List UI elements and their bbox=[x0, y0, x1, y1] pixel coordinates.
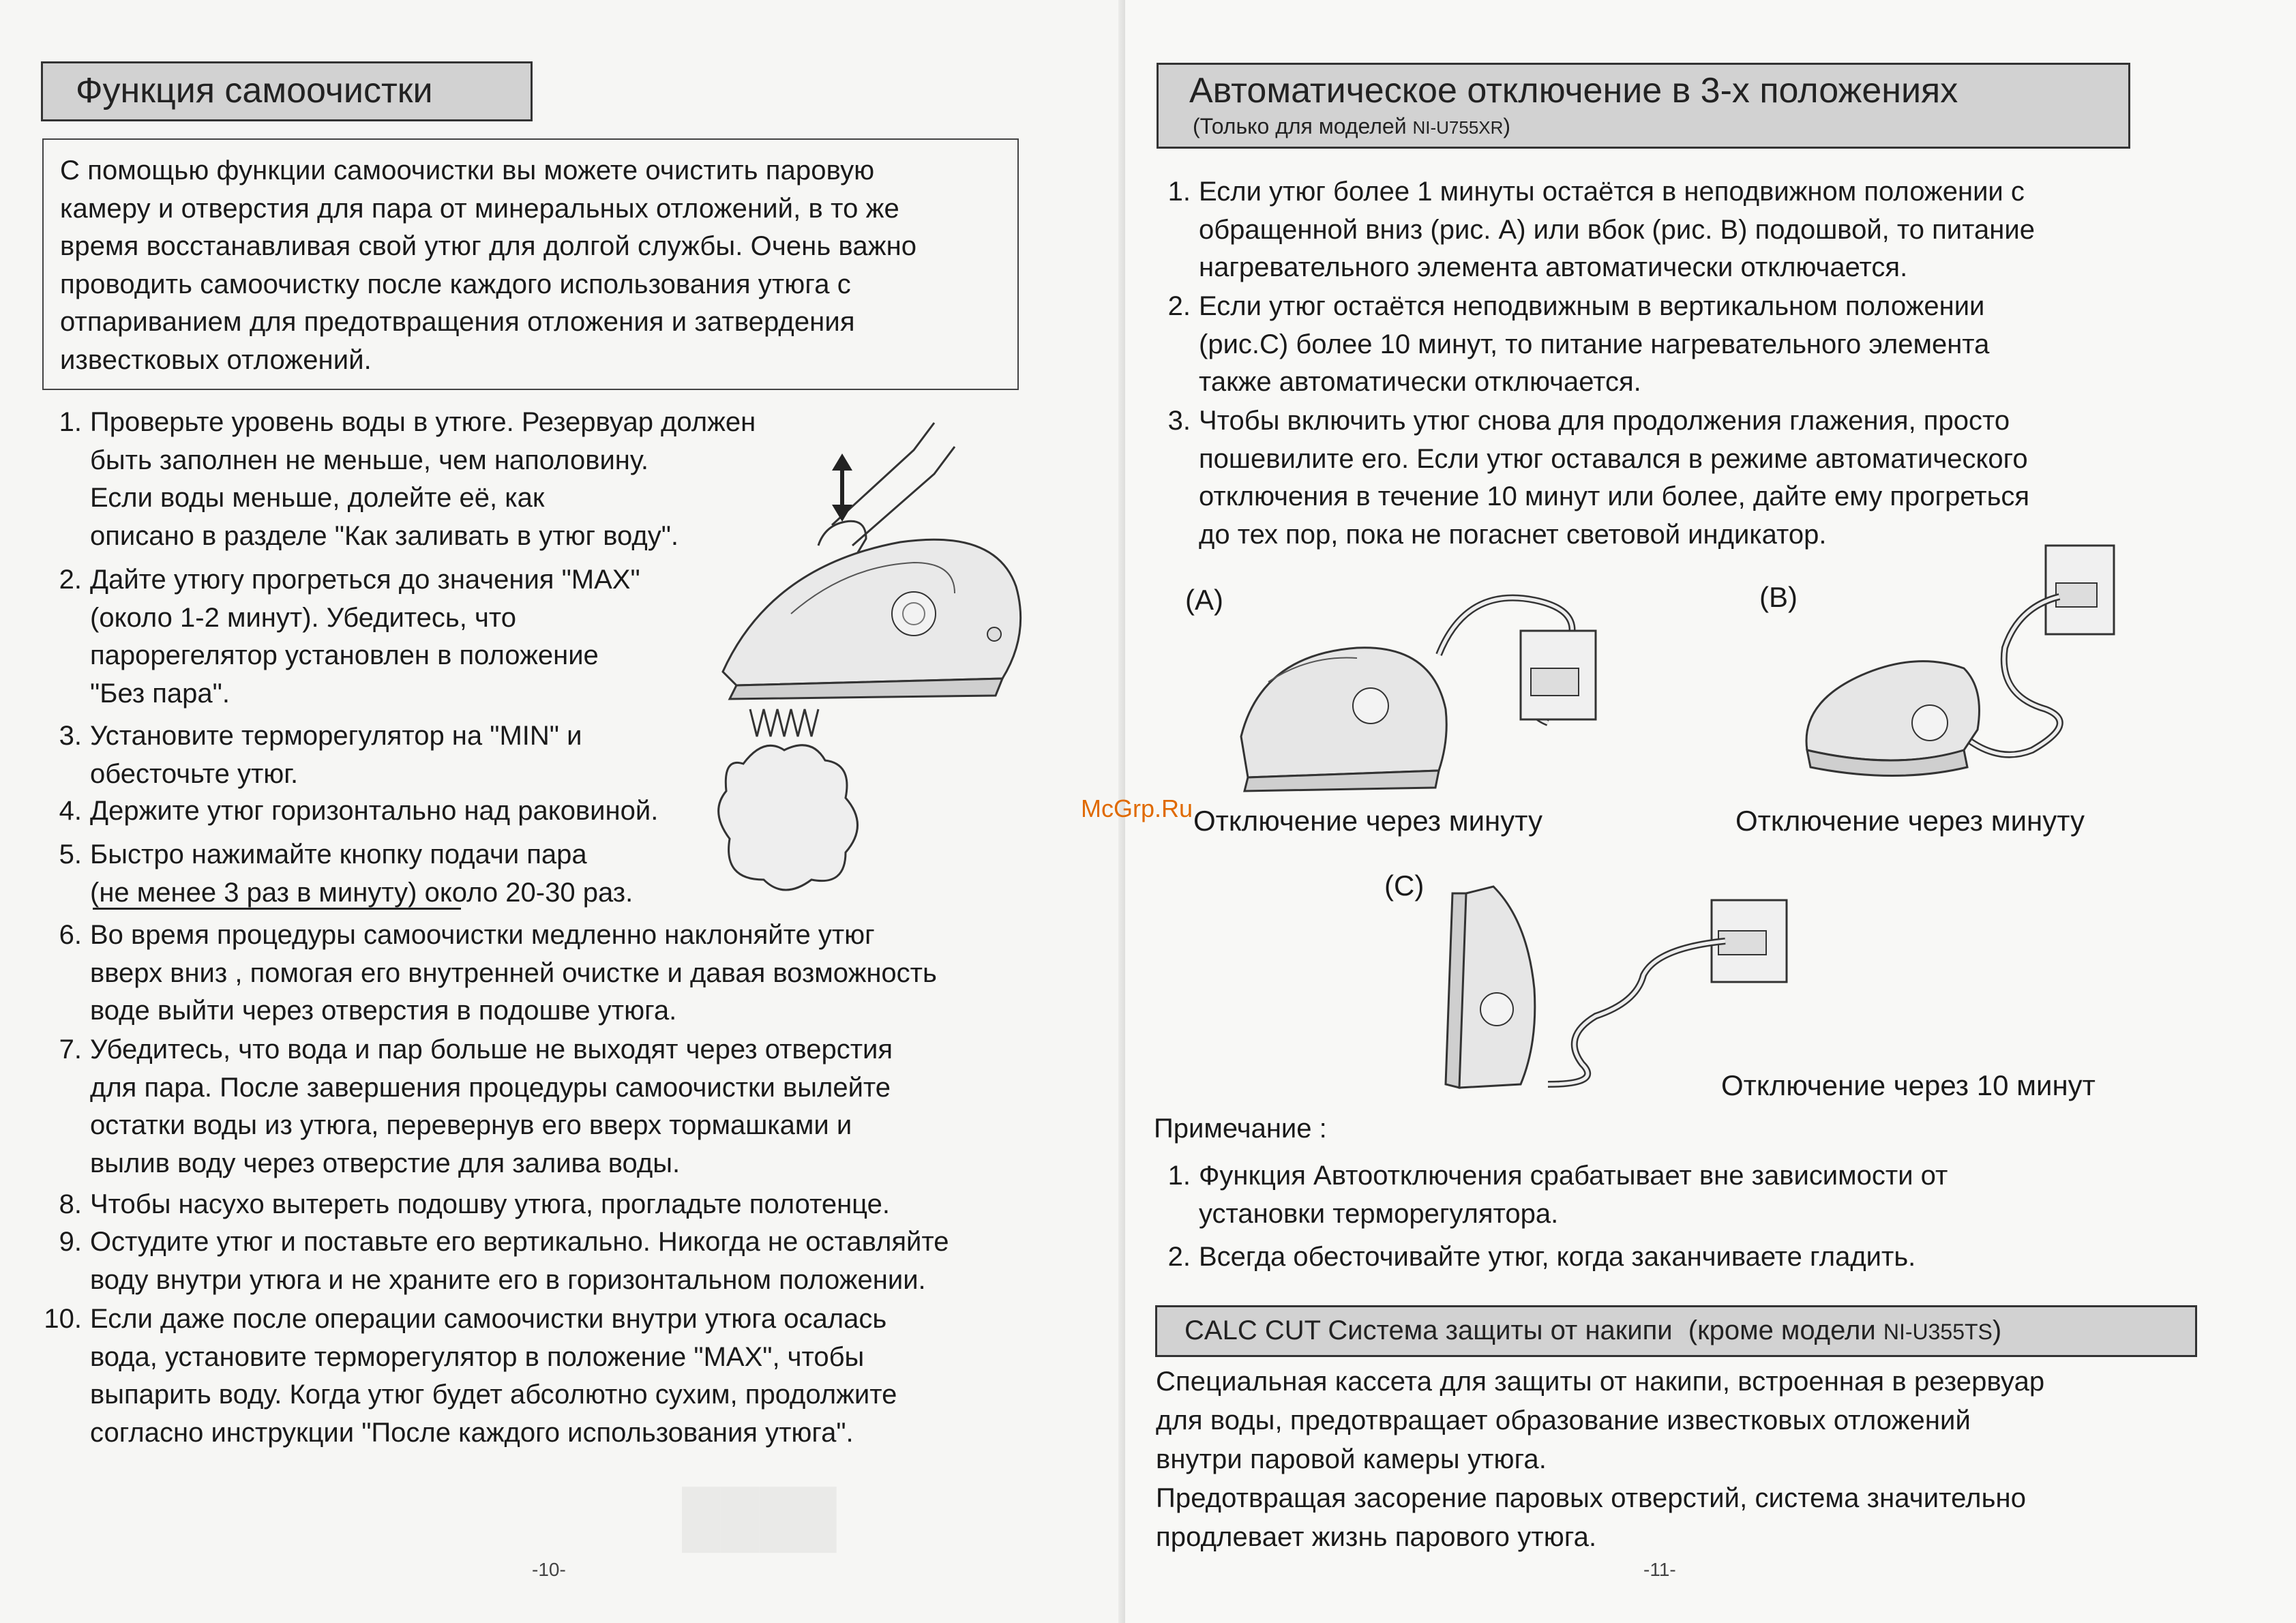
left-page-number: -10- bbox=[532, 1559, 566, 1580]
step-line: Быстро нажимайте кнопку подачи пара bbox=[90, 839, 587, 869]
step-line: для пара. После завершения процедуры самоочистки вылейте bbox=[90, 1072, 891, 1103]
subtitle-model: NI-U755XR bbox=[1412, 117, 1504, 138]
intro-text bbox=[60, 152, 916, 379]
bleed-through-texture: ████ bbox=[682, 1487, 837, 1548]
step-line: согласно инструкции "После каждого использования утюга". bbox=[90, 1417, 854, 1448]
step-line: Если утюг более 1 минуты остаётся в неподвижном положении с bbox=[1199, 177, 2025, 207]
step-line: обесточьте утюг. bbox=[90, 758, 299, 789]
figure-c-caption: Отключение через 10 минут bbox=[1721, 1069, 2096, 1101]
note-line: Функция Автоотключения срабатывает вне зависимости от bbox=[1199, 1161, 1948, 1191]
left-section-title bbox=[41, 61, 533, 121]
figure-a-label: (A) bbox=[1185, 584, 1223, 616]
intro-line: время восстанавливая свой утюг для долгой службы. Очень важно bbox=[60, 231, 917, 261]
step-line: Если даже после операции самоочистки внутри утюга осалась bbox=[90, 1304, 887, 1334]
intro-line: известковых отложений. bbox=[60, 344, 372, 375]
step-line: (рис.С) более 10 минут, то питание нагревательного элемента bbox=[1199, 329, 1990, 359]
calc-cut-title-text bbox=[1184, 1315, 2001, 1346]
step-line: быть заполнен не меньше, чем наполовину. bbox=[90, 445, 649, 475]
underline bbox=[93, 908, 461, 910]
step-line: нагревательного элемента автоматически отключается. bbox=[1199, 252, 1908, 282]
calc-title-model: NI-U355TS bbox=[1883, 1320, 1993, 1344]
calc-title-main: CALC CUT Система защиты от накипи bbox=[1184, 1315, 1673, 1345]
figure-b-caption: Отключение через минуту bbox=[1735, 805, 2085, 837]
step-line: вода, установите терморегулятор в положение "MAX", чтобы bbox=[90, 1341, 865, 1372]
figure-a-caption: Отключение через минуту bbox=[1193, 805, 1542, 837]
step-line: Держите утюг горизонтально над раковиной. bbox=[90, 796, 659, 826]
step-number: 8. bbox=[59, 1189, 82, 1219]
step-number: 9. bbox=[59, 1227, 82, 1257]
step-line: парорегелятор установлен в положение bbox=[90, 640, 599, 670]
step-line: остатки воды из утюга, перевернув его вверх тормашками и bbox=[90, 1110, 852, 1140]
right-page bbox=[1125, 0, 2296, 1623]
right-subtitle bbox=[1193, 114, 1510, 139]
self-clean-iron-illustration bbox=[709, 409, 1064, 900]
note-title: Примечание : bbox=[1154, 1114, 1327, 1144]
step-line: вылив воду через отверстие для залива воды. bbox=[90, 1148, 681, 1178]
step-line: Чтобы насухо вытереть подошву утюга, прогладьте полотенце. bbox=[90, 1189, 890, 1219]
step-line: Установите терморегулятор на "MIN" и bbox=[90, 721, 582, 751]
subtitle-prefix: (Только для моделей bbox=[1193, 114, 1413, 138]
right-page-number: -11- bbox=[1643, 1559, 1676, 1580]
calc-line: для воды, предотвращает образование известковых отложений bbox=[1156, 1405, 1971, 1435]
figure-c-iron-illustration bbox=[1439, 880, 1862, 1098]
step-number: 6. bbox=[59, 920, 82, 950]
step-number: 3. bbox=[59, 721, 82, 751]
calc-cut-title bbox=[1155, 1305, 2197, 1357]
step-line: обращенной вниз (рис. A) или вбок (рис. B) подошвой, то питание bbox=[1199, 214, 2035, 245]
calc-line: продлевает жизнь парового утюга. bbox=[1156, 1522, 1597, 1552]
step-line: выпарить воду. Когда утюг будет абсолютно сухим, продолжите bbox=[90, 1380, 897, 1410]
step-number: 5. bbox=[59, 839, 82, 869]
subtitle-suffix: ) bbox=[1503, 114, 1511, 138]
step-line: Если утюг остаётся неподвижным в вертикальном положении bbox=[1199, 291, 1985, 321]
step-line: также автоматически отключается. bbox=[1199, 367, 1641, 397]
step-line: Проверьте уровень воды в утюге. Резервуар должен bbox=[90, 407, 756, 437]
intro-line: проводить самоочистку после каждого использования утюга с bbox=[60, 269, 851, 299]
step-number: 2. bbox=[1167, 291, 1191, 321]
figure-a-iron-illustration bbox=[1221, 573, 1602, 805]
calc-cut-text bbox=[1156, 1363, 2044, 1557]
step-line: Остудите утюг и поставьте его вертикально. Никогда не оставляйте bbox=[90, 1227, 949, 1257]
right-title-text: Автоматическое отключение в 3-х положениях bbox=[1189, 71, 1958, 110]
step-number: 1. bbox=[1167, 177, 1191, 207]
figure-c-label: (C) bbox=[1384, 869, 1425, 902]
note-line: установки терморегулятора. bbox=[1199, 1198, 1559, 1229]
step-line: Убедитесь, что вода и пар больше не выходят через отверстия bbox=[90, 1034, 893, 1064]
left-page bbox=[0, 0, 1125, 1623]
step-number: 10. bbox=[44, 1304, 82, 1334]
step-number: 2. bbox=[59, 565, 82, 595]
left-title-text: Функция самоочистки bbox=[76, 71, 433, 110]
figure-b-iron-illustration bbox=[1759, 532, 2141, 805]
step-line: до тех пор, пока не погаснет световой индикатор. bbox=[1199, 519, 1827, 550]
step-number: 1. bbox=[59, 407, 82, 437]
step-line: (не менее 3 раз в минуту) около 20-30 раз. bbox=[90, 877, 633, 908]
intro-line: камеру и отверстия для пара от минеральных отложений, в то же bbox=[60, 193, 899, 224]
calc-line: Специальная кассета для защиты от накипи, встроенная в резервуар bbox=[1156, 1367, 2045, 1397]
calc-line: внутри паровой камеры утюга. bbox=[1156, 1444, 1547, 1474]
calc-line: Предотвращая засорение паровых отверстий, система значительно bbox=[1156, 1483, 2027, 1513]
step-number: 7. bbox=[59, 1034, 82, 1064]
figure-b-label: (B) bbox=[1759, 581, 1798, 613]
note-number: 1. bbox=[1167, 1161, 1191, 1191]
right-section-title bbox=[1157, 63, 2130, 149]
step-line: Во время процедуры самоочистки медленно наклоняйте утюг bbox=[90, 920, 875, 950]
note-line: Всегда обесточивайте утюг, когда заканчиваете гладить. bbox=[1199, 1242, 1916, 1272]
intro-line: отпариванием для предотвращения отложения и затвердения bbox=[60, 307, 855, 337]
step-line: Если воды меньше, долейте её, как bbox=[90, 483, 545, 513]
step-number: 4. bbox=[59, 796, 82, 826]
watermark: McGrp.Ru bbox=[1081, 794, 1193, 822]
step-line: "Без пара". bbox=[90, 678, 230, 709]
step-line: описано в разделе "Как заливать в утюг воду". bbox=[90, 520, 679, 551]
calc-title-suffix-suffix: ) bbox=[1992, 1315, 2002, 1345]
step-line: воду внутри утюга и не храните его в горизонтальном положении. bbox=[90, 1264, 926, 1295]
step-line: Чтобы включить утюг снова для продолжения глажения, просто bbox=[1199, 406, 2010, 436]
step-line: Дайте утюгу прогреться до значения "MAX" bbox=[90, 565, 640, 595]
step-line: пошевилите его. Если утюг оставался в режиме автоматического bbox=[1199, 443, 2028, 474]
intro-line: С помощью функции самоочистки вы можете очистить паровую bbox=[60, 155, 875, 185]
step-line: (около 1-2 минут). Убедитесь, что bbox=[90, 602, 516, 633]
step-line: воде выйти через отверстия в подошве утюга. bbox=[90, 996, 677, 1026]
note-number: 2. bbox=[1167, 1242, 1191, 1272]
calc-title-suffix-prefix: (кроме модели bbox=[1688, 1315, 1883, 1345]
step-line: вверх вниз , помогая его внутренней очистке и давая возможность bbox=[90, 957, 937, 988]
step-number: 3. bbox=[1167, 406, 1191, 436]
step-line: отключения в течение 10 минут или более, дайте ему прогреться bbox=[1199, 481, 2030, 511]
